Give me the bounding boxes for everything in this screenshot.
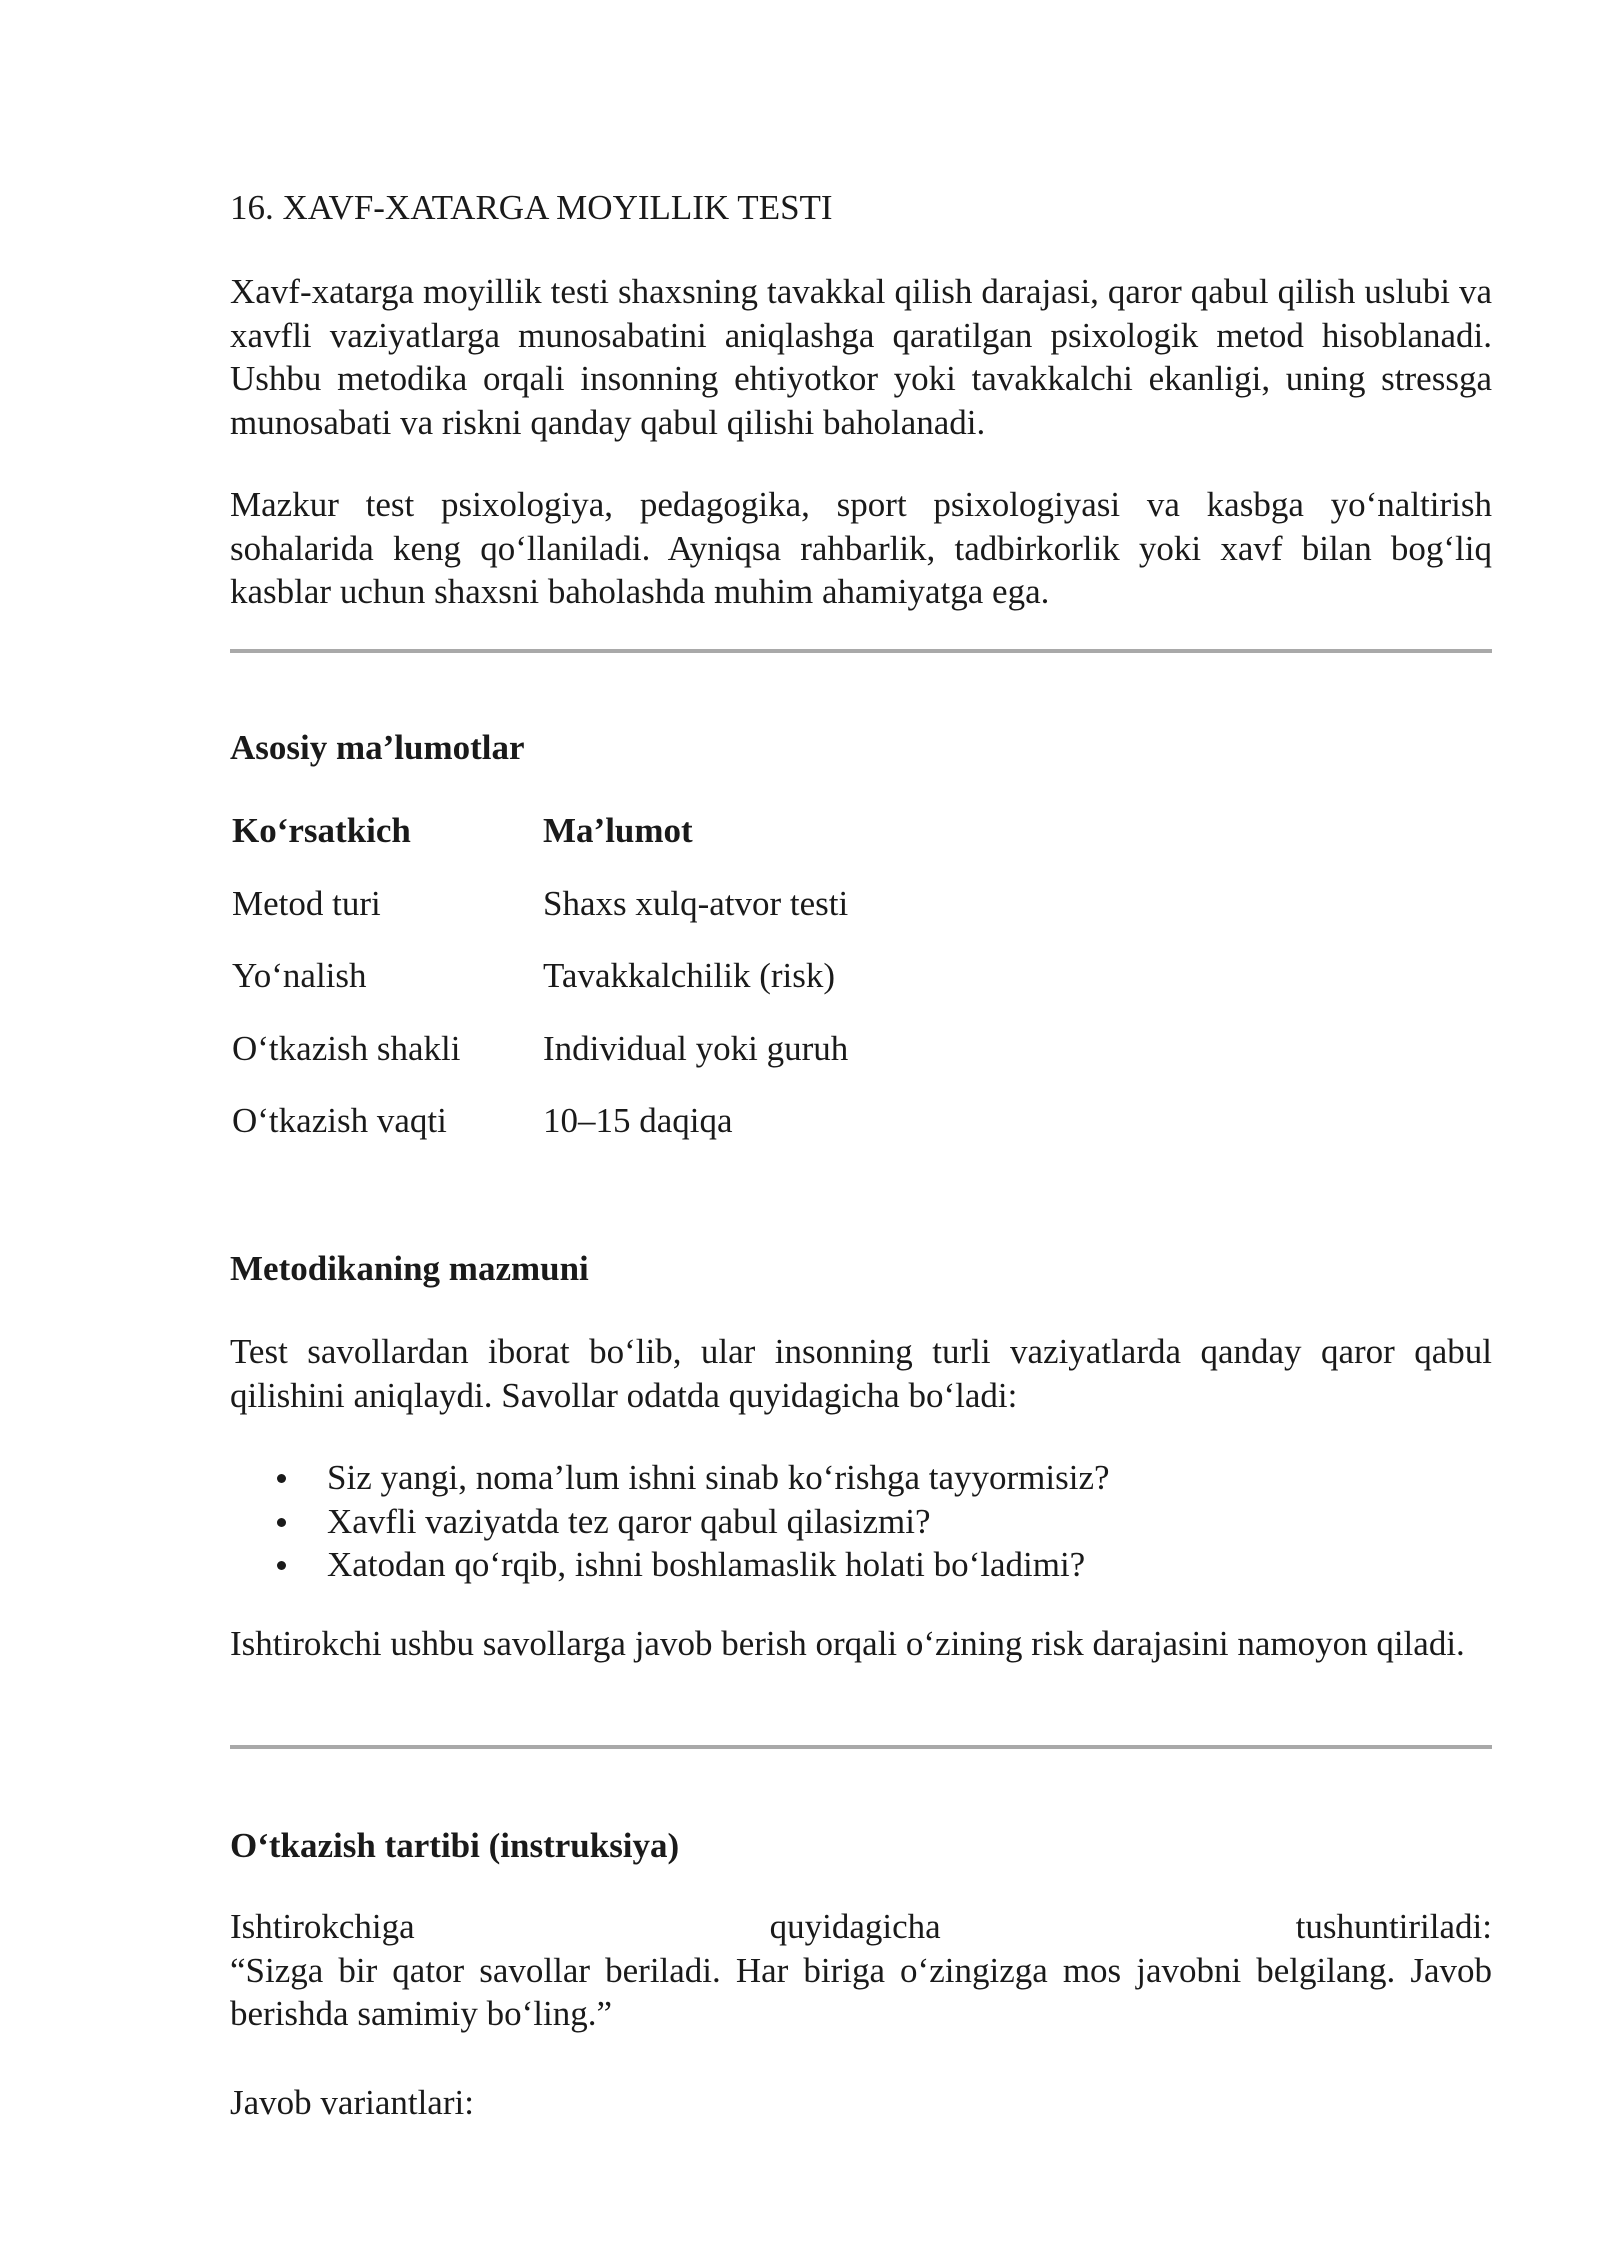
column-header-indicator: Ko‘rsatkich: [232, 811, 411, 850]
table-cell-info: Individual yoki guruh: [543, 1028, 849, 1068]
instruction-word: tushuntiriladi:: [1295, 1907, 1492, 1946]
bullet-icon: [277, 1561, 286, 1570]
bullet-icon: [277, 1518, 286, 1527]
basic-info-heading: Asosiy ma’lumotlar: [230, 728, 525, 767]
procedure-instruction: [230, 1905, 1492, 2036]
table-cell-indicator: Metod turi: [232, 883, 381, 923]
answers-label: Javob variantlari:: [230, 2083, 474, 2122]
table-cell-indicator: Yo‘nalish: [232, 956, 367, 995]
list-item-text: Xatodan qo‘rqib, ishni boshlamaslik holati bo‘ladimi?: [327, 1545, 1086, 1584]
list-item-text: Siz yangi, noma’lum ishni sinab ko‘rishga tayyormisiz?: [327, 1458, 1110, 1497]
procedure-heading: O‘tkazish tartibi (instruksiya): [230, 1826, 680, 1865]
intro-paragraph-1: Xavf-xatarga moyillik testi shaxsning tavakkal qilish darajasi, qaror qabul qilish uslubi va xavfli vaziyatlarga munosabatini aniqlashga qaratilgan psixologik metod hisoblanadi. Ushbu metodika orqali insonning ehtiyotkor yoki tavakkalchi ekanligi, uning stressga munosabati va riskni qanday qabul qilishi baholanadi.: [230, 272, 1492, 442]
list-item: [230, 1500, 1492, 1544]
column-header-info: Ma’lumot: [543, 811, 693, 850]
table-cell-indicator: O‘tkazish shakli: [232, 1028, 461, 1068]
table-row: [230, 1026, 1492, 1099]
table-cell-info: Shaxs xulq-atvor testi: [543, 883, 849, 923]
list-item: [230, 1543, 1492, 1587]
section-divider: [230, 649, 1492, 653]
page-title: 16. XAVF-XATARGA MOYILLIK TESTI: [230, 188, 833, 227]
content-paragraph-2: Ishtirokchi ushbu savollarga javob berish orqali o‘zining risk darajasini namoyon qiladi.: [230, 1624, 1465, 1663]
intro-paragraph-2: Mazkur test psixologiya, pedagogika, sport psixologiyasi va kasbga yo‘naltirish sohalarida keng qo‘llaniladi. Ayniqsa rahbarlik, tadbirkorlik yoki xavf bilan bog‘liq kasblar uchun shaxsni baholashda muhim ahamiyatga ega.: [230, 485, 1492, 611]
table-cell-info: Tavakkalchilik (risk): [543, 956, 836, 995]
basic-info-table: [230, 808, 1492, 1171]
table-row: [230, 953, 1492, 1026]
content-paragraph-1: Test savollardan iborat bo‘lib, ular insonning turli vaziyatlarda qanday qaror qabul qilishini aniqlaydi. Savollar odatda quyidagicha bo‘ladi:: [230, 1332, 1492, 1415]
list-item: [230, 1456, 1492, 1500]
table-cell-indicator: O‘tkazish vaqti: [232, 1101, 447, 1140]
instruction-quote: “Sizga bir qator savollar beriladi. Har biriga o‘zingizga mos javobni belgilang. Javob berishda samimiy bo‘ling.”: [230, 1950, 1492, 2033]
list-item-text: Xavfli vaziyatda tez qaror qabul qilasizmi?: [327, 1501, 931, 1541]
table-row: [230, 1098, 1492, 1171]
bullet-icon: [277, 1474, 286, 1483]
table-header-row: [230, 808, 1492, 881]
question-list: [230, 1456, 1492, 1587]
table-cell-info: 10–15 daqiqa: [543, 1101, 733, 1140]
table-row: [230, 881, 1492, 954]
section-divider: [230, 1745, 1492, 1749]
instruction-word: quyidagicha: [769, 1907, 941, 1946]
instruction-word: Ishtirokchiga: [230, 1907, 415, 1946]
instruction-intro-line: [230, 1905, 1492, 1949]
content-heading: Metodikaning mazmuni: [230, 1249, 589, 1288]
